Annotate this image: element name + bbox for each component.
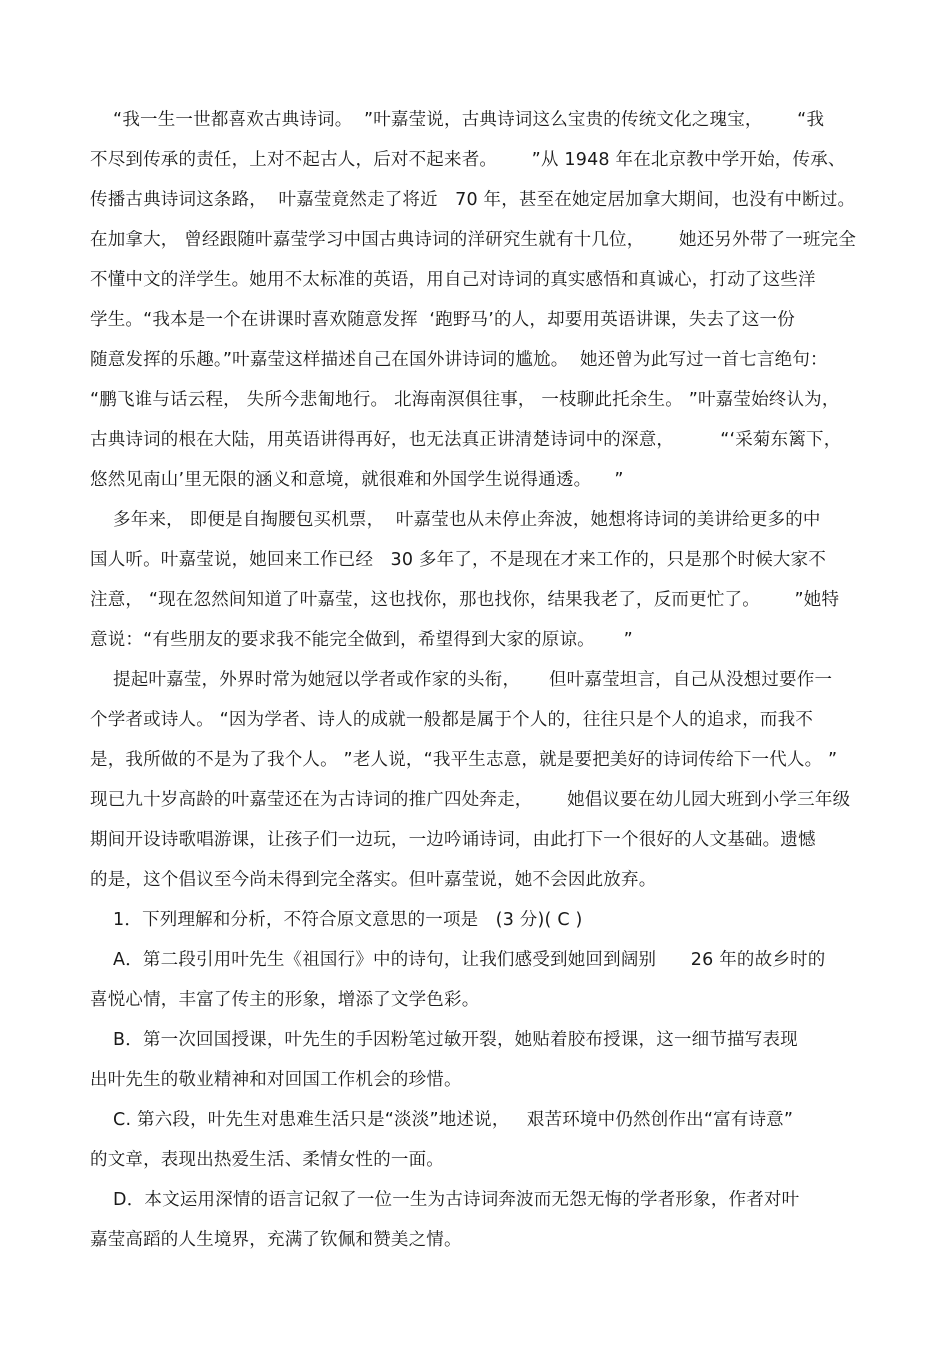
- option-b: B．第一次回国授课，叶先生的手因粉笔过敏开裂，她贴着胶布授课，这一细节描写表现: [90, 1030, 798, 1050]
- option-c: C. 第六段，叶先生对患难生活只是“淡淡”地述说， 艰苦环境中仍然创作出“富有诗意”: [90, 1110, 794, 1130]
- text-line: 期间开设诗歌唱游课，让孩子们一边玩，一边吟诵诗词，由此打下一个很好的人文基础。遗憾: [90, 830, 816, 850]
- text-line: 多年来， 即便是自掏腰包买机票， 叶嘉莹也从未停止奔波，她想将诗词的美讲给更多的中: [90, 510, 821, 530]
- option-b-continued: 出叶先生的敬业精神和对回国工作机会的珍惜。: [90, 1070, 462, 1090]
- text-line: “鹏飞谁与话云程， 失所今悲匍地行。 北海南溟俱往事， 一枝聊此托余生。 ”叶嘉莹始终认为，: [90, 390, 840, 410]
- text-line: 悠然见南山’里无限的涵义和意境，就很难和外国学生说得通透。 ”: [90, 470, 624, 490]
- text-line: 意说：“有些朋友的要求我不能完全做到，希望得到大家的原谅。 ”: [90, 630, 633, 650]
- text-line: 现已九十岁高龄的叶嘉莹还在为古诗词的推广四处奔走， 她倡议要在幼儿园大班到小学三年级: [90, 790, 851, 810]
- text-line: “我一生一世都喜欢古典诗词。 ”叶嘉莹说，古典诗词这么宝贵的传统文化之瑰宝， “我: [90, 110, 825, 130]
- text-line: 随意发挥的乐趣。”叶嘉莹这样描述自己在国外讲诗词的尴尬。 她还曾为此写过一首七言绝句：: [90, 350, 828, 370]
- option-a: A．第二段引用叶先生《祖国行》中的诗句，让我们感受到她回到阔别 26 年的故乡时的: [90, 950, 826, 970]
- option-d-continued: 嘉莹高蹈的人生境界，充满了钦佩和赞美之情。: [90, 1230, 462, 1250]
- text-line: 不懂中文的洋学生。她用不太标准的英语，用自己对诗词的真实感悟和真诚心，打动了这些洋: [90, 270, 816, 290]
- text-line: 国人听。叶嘉莹说，她回来工作已经 30 多年了，不是现在才来工作的，只是那个时候大家不: [90, 550, 827, 570]
- text-line: 学生。“我本是一个在讲课时喜欢随意发挥 ‘跑野马’的人，却要用英语讲课，失去了这一份: [90, 310, 795, 330]
- text-line: 传播古典诗词这条路， 叶嘉莹竟然走了将近 70 年，甚至在她定居加拿大期间，也没有中断过。: [90, 190, 856, 210]
- option-c-continued: 的文章，表现出热爱生活、柔情女性的一面。: [90, 1150, 444, 1170]
- text-line: 是，我所做的不是为了我个人。 ”老人说，“我平生志意，就是要把美好的诗词传给下一代人。 ”: [90, 750, 838, 770]
- text-line: 提起叶嘉莹，外界时常为她冠以学者或作家的头衔， 但叶嘉莹坦言，自己从没想过要作一: [90, 670, 833, 690]
- text-line: 的是，这个倡议至今尚未得到完全落实。但叶嘉莹说，她不会因此放弃。: [90, 870, 657, 890]
- text-line: 不尽到传承的责任，上对不起古人，后对不起来者。 ”从 1948 年在北京教中学开始，传承、: [90, 150, 846, 170]
- text-line: 注意， “现在忽然间知道了叶嘉莹，这也找你，那也找你，结果我老了，反而更忙了。 ”她特: [90, 590, 840, 610]
- text-line: 在加拿大， 曾经跟随叶嘉莹学习中国古典诗词的洋研究生就有十几位， 她还另外带了一班完全: [90, 230, 857, 250]
- option-a-continued: 喜悦心情，丰富了传主的形象，增添了文学色彩。: [90, 990, 480, 1010]
- option-d: D．本文运用深情的语言记叙了一位一生为古诗词奔波而无怨无悔的学者形象，作者对叶: [90, 1190, 800, 1210]
- question-stem: 1．下列理解和分析，不符合原文意思的一项是 (3 分)( C ): [90, 910, 583, 930]
- text-line: 古典诗词的根在大陆，用英语讲得再好，也无法真正讲清楚诗词中的深意， “‘采菊东篱下，: [90, 430, 842, 450]
- text-line: 个学者或诗人。 “因为学者、诗人的成就一般都是属于个人的，往往只是个人的追求，而我不: [90, 710, 814, 730]
